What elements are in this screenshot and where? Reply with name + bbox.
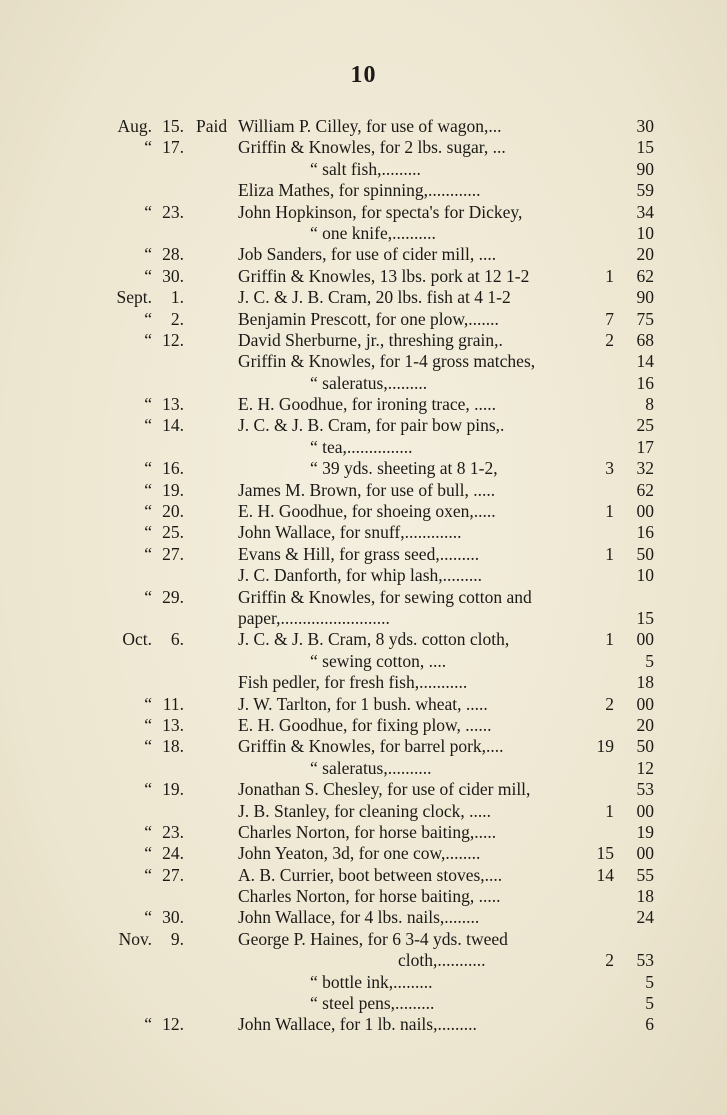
entry-month: “ <box>144 265 152 286</box>
entry-month: “ <box>144 779 152 800</box>
entry-description: James M. Brown, for use of bull, ..... <box>238 479 496 500</box>
ledger-row <box>0 266 727 287</box>
entry-description: Griffin & Knowles, for sewing cotton and <box>238 586 532 607</box>
ledger-row <box>0 715 727 736</box>
ledger-row <box>0 437 727 458</box>
entry-dollars: 15 <box>596 843 614 864</box>
entry-description: “ bottle ink,......... <box>310 971 433 992</box>
ledger-row <box>0 180 727 201</box>
entry-dollars: 19 <box>596 736 614 757</box>
ledger-row <box>0 779 727 800</box>
entry-description: Charles Norton, for horse baiting,..... <box>238 821 497 842</box>
entry-description: “ 39 yds. sheeting at 8 1-2, <box>310 458 498 479</box>
entry-day: 1. <box>170 287 184 308</box>
entry-description: Griffin & Knowles, for 1-4 gross matches, <box>238 351 536 372</box>
entry-dollars: 3 <box>605 458 614 479</box>
entry-description: J. W. Tarlton, for 1 bush. wheat, ..... <box>238 693 488 714</box>
entry-day: 2. <box>170 308 184 329</box>
entry-cents: 8 <box>645 394 654 415</box>
ledger-row <box>0 608 727 629</box>
entry-month: “ <box>144 714 152 735</box>
entry-day: 11. <box>162 693 184 714</box>
entry-cents: 30 <box>636 116 654 136</box>
entry-dollars: 2 <box>605 329 614 350</box>
entry-description: J. C. Danforth, for whip lash,......... <box>238 565 483 586</box>
entry-day: 19. <box>162 479 184 500</box>
entry-cents: 20 <box>636 714 654 735</box>
entry-description: E. H. Goodhue, for shoeing oxen,..... <box>238 501 496 522</box>
entry-description: E. H. Goodhue, for ironing trace, ..... <box>238 394 497 415</box>
entry-cents: 15 <box>636 607 654 628</box>
ledger-row <box>0 972 727 993</box>
entry-day: 19. <box>162 779 184 800</box>
entry-cents: 17 <box>636 436 654 457</box>
entry-day: 30. <box>162 907 184 928</box>
entry-description: cloth,........... <box>398 950 486 971</box>
ledger-row <box>0 373 727 394</box>
entry-cents: 90 <box>636 287 654 308</box>
entry-day: 25. <box>162 522 184 543</box>
entry-description: A. B. Currier, boot between stoves,.... <box>238 864 503 885</box>
entry-month: “ <box>144 907 152 928</box>
entry-month: “ <box>144 244 152 265</box>
ledger-row <box>0 565 727 586</box>
entry-description: “ steel pens,......... <box>310 993 435 1014</box>
entry-day: 27. <box>162 864 184 885</box>
ledger-row <box>0 330 727 351</box>
entry-description: Benjamin Prescott, for one plow,....... <box>238 308 499 329</box>
entry-day: 30. <box>162 265 184 286</box>
entry-month: “ <box>144 693 152 714</box>
entry-description: Job Sanders, for use of cider mill, .... <box>238 244 497 265</box>
entry-description: John Wallace, for 1 lb. nails,......... <box>238 1014 477 1035</box>
entry-day: 28. <box>162 244 184 265</box>
ledger-row <box>0 993 727 1014</box>
entry-description: paper,......................... <box>238 607 390 628</box>
entry-month: “ <box>144 522 152 543</box>
ledger-row <box>0 309 727 330</box>
entry-cents: 16 <box>636 522 654 543</box>
ledger-row <box>0 458 727 479</box>
entry-cents: 50 <box>636 736 654 757</box>
entry-month: “ <box>144 1014 152 1035</box>
entry-description: Jonathan S. Chesley, for use of cider mill, <box>238 779 531 800</box>
entry-description: Griffin & Knowles, for 2 lbs. sugar, ... <box>238 137 506 158</box>
ledger-row <box>0 758 727 779</box>
ledger-row <box>0 865 727 886</box>
entry-cents: 10 <box>636 222 654 243</box>
entry-description: John Hopkinson, for specta's for Dickey, <box>238 201 523 222</box>
entry-day: 20. <box>162 501 184 522</box>
entry-description: Evans & Hill, for grass seed,......... <box>238 543 480 564</box>
ledger-row <box>0 415 727 436</box>
entry-description: David Sherburne, jr., threshing grain,. <box>238 329 503 350</box>
entry-month: “ <box>144 864 152 885</box>
entry-cents: 10 <box>636 565 654 586</box>
ledger-row <box>0 907 727 928</box>
entry-cents: 20 <box>636 244 654 265</box>
entry-cents: 25 <box>636 415 654 436</box>
ledger-row <box>0 223 727 244</box>
ledger-row <box>0 137 727 158</box>
entry-day: 18. <box>162 736 184 757</box>
entry-cents: 50 <box>636 543 654 564</box>
entry-cents: 19 <box>636 821 654 842</box>
entry-day: 27. <box>162 543 184 564</box>
entry-description: “ saleratus,.......... <box>310 757 432 778</box>
entry-day: 23. <box>162 821 184 842</box>
entry-month: Nov. <box>118 928 152 949</box>
entry-dollars: 1 <box>605 543 614 564</box>
ledger-row <box>0 159 727 180</box>
entry-cents: 32 <box>636 458 654 479</box>
entry-month: “ <box>144 458 152 479</box>
entry-dollars: 1 <box>605 501 614 522</box>
entry-cents: 14 <box>636 351 654 372</box>
entry-month: “ <box>144 543 152 564</box>
entry-cents: 90 <box>636 158 654 179</box>
entry-dollars: 1 <box>605 265 614 286</box>
ledger-row <box>0 843 727 864</box>
ledger-row <box>0 351 727 372</box>
ledger-row <box>0 801 727 822</box>
entry-month: “ <box>144 586 152 607</box>
entry-month: Oct. <box>122 629 152 650</box>
ledger-row <box>0 886 727 907</box>
entry-month: Aug. <box>117 116 152 136</box>
ledger-row <box>0 651 727 672</box>
entry-cents: 34 <box>636 201 654 222</box>
entry-month: “ <box>144 308 152 329</box>
page-number: 10 <box>350 62 377 88</box>
ledger-row <box>0 672 727 693</box>
ledger-row <box>0 202 727 223</box>
entry-month: “ <box>144 415 152 436</box>
entry-month: “ <box>144 736 152 757</box>
entry-description: “ salt fish,......... <box>310 158 421 179</box>
entry-cents: 68 <box>636 329 654 350</box>
entry-cents: 5 <box>645 650 654 671</box>
entry-day: 12. <box>162 329 184 350</box>
entry-description: “ tea,............... <box>310 436 413 457</box>
ledger-row <box>0 394 727 415</box>
entry-day: 17. <box>162 137 184 158</box>
entry-day: 9. <box>170 928 184 949</box>
entry-description: E. H. Goodhue, for fixing plow, ...... <box>238 714 492 735</box>
entry-day: 6. <box>170 629 184 650</box>
entry-month: “ <box>144 479 152 500</box>
entry-cents: 24 <box>636 907 654 928</box>
entry-cents: 55 <box>636 864 654 885</box>
ledger-row <box>0 822 727 843</box>
ledger-row <box>0 1014 727 1035</box>
entry-cents: 00 <box>636 693 654 714</box>
entry-cents: 00 <box>636 843 654 864</box>
entry-cents: 00 <box>636 800 654 821</box>
entry-dollars: 2 <box>605 950 614 971</box>
ledger-row <box>0 480 727 501</box>
entry-description: “ one knife,.......... <box>310 222 436 243</box>
ledger-row <box>0 694 727 715</box>
entry-description: George P. Haines, for 6 3-4 yds. tweed <box>238 928 508 949</box>
entry-month: “ <box>144 201 152 222</box>
ledger-row <box>0 287 727 308</box>
ledger-row <box>0 116 727 137</box>
entry-day: 24. <box>162 843 184 864</box>
entry-dollars: 7 <box>605 308 614 329</box>
entry-description: John Wallace, for snuff,............. <box>238 522 462 543</box>
entry-dollars: 1 <box>605 629 614 650</box>
entry-month: “ <box>144 501 152 522</box>
entry-dollars: 14 <box>596 864 614 885</box>
entry-description: J. B. Stanley, for cleaning clock, ..... <box>238 800 492 821</box>
entry-description: J. C. & J. B. Cram, 8 yds. cotton cloth, <box>238 629 510 650</box>
ledger-row <box>0 244 727 265</box>
entry-cents: 62 <box>636 265 654 286</box>
entry-cents: 5 <box>645 971 654 992</box>
entry-description: William P. Cilley, for use of wagon,... <box>238 116 502 136</box>
entry-cents: 00 <box>636 629 654 650</box>
entry-month: “ <box>144 329 152 350</box>
entry-day: 14. <box>162 415 184 436</box>
entry-cents: 53 <box>636 779 654 800</box>
entry-month: “ <box>144 821 152 842</box>
entry-cents: 16 <box>636 372 654 393</box>
entry-cents: 18 <box>636 672 654 693</box>
ledger-row <box>0 950 727 971</box>
entry-cents: 15 <box>636 137 654 158</box>
ledger-row <box>0 587 727 608</box>
entry-cents: 18 <box>636 886 654 907</box>
entry-description: “ saleratus,......... <box>310 372 428 393</box>
entry-cents: 59 <box>636 180 654 201</box>
entry-cents: 53 <box>636 950 654 971</box>
entry-cents: 12 <box>636 757 654 778</box>
entry-cents: 75 <box>636 308 654 329</box>
ledger-row <box>0 522 727 543</box>
ledger-row <box>0 736 727 757</box>
ledger-row <box>0 501 727 522</box>
entry-description: J. C. & J. B. Cram, for pair bow pins,. <box>238 415 505 436</box>
entry-day: 23. <box>162 201 184 222</box>
entry-day: 15. <box>162 116 184 136</box>
entry-month: Sept. <box>116 287 152 308</box>
entry-cents: 5 <box>645 993 654 1014</box>
entry-dollars: 1 <box>605 800 614 821</box>
entry-cents: 6 <box>645 1014 654 1035</box>
entry-day: 16. <box>162 458 184 479</box>
ledger-entries <box>0 116 727 1036</box>
entry-description: Fish pedler, for fresh fish,........... <box>238 672 468 693</box>
entry-description: Griffin & Knowles, for barrel pork,.... <box>238 736 504 757</box>
entry-description: John Yeaton, 3d, for one cow,........ <box>238 843 481 864</box>
entry-day: 12. <box>162 1014 184 1035</box>
entry-day: 13. <box>162 394 184 415</box>
entry-day: 13. <box>162 714 184 735</box>
entry-description: Griffin & Knowles, 13 lbs. pork at 12 1-2 <box>238 265 530 286</box>
entry-description: Eliza Mathes, for spinning,............ <box>238 180 481 201</box>
entry-day: 29. <box>162 586 184 607</box>
entry-description: “ sewing cotton, .... <box>310 650 447 671</box>
entry-cents: 00 <box>636 501 654 522</box>
ledger-row <box>0 544 727 565</box>
entry-cents: 62 <box>636 479 654 500</box>
entry-description: John Wallace, for 4 lbs. nails,........ <box>238 907 480 928</box>
paid-label: Paid <box>196 116 228 136</box>
entry-month: “ <box>144 394 152 415</box>
entry-month: “ <box>144 137 152 158</box>
entry-description: Charles Norton, for horse baiting, ..... <box>238 886 501 907</box>
entry-month: “ <box>144 843 152 864</box>
entry-description: J. C. & J. B. Cram, 20 lbs. fish at 4 1-2 <box>238 287 511 308</box>
entry-dollars: 2 <box>605 693 614 714</box>
ledger-row <box>0 629 727 650</box>
ledger-row <box>0 929 727 950</box>
